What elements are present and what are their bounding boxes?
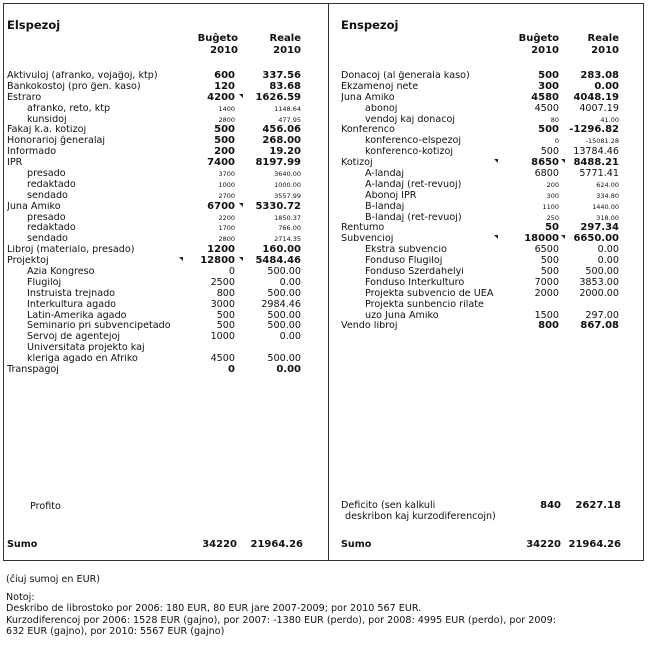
row-label: Flugiloj: [27, 277, 62, 288]
row-real: -15081.28: [585, 137, 619, 146]
row-budget: 2500: [210, 276, 235, 288]
row-budget: 1700: [218, 224, 235, 233]
expenses-title: Elspezoj: [7, 18, 61, 32]
row-budget: 500: [540, 255, 559, 267]
left-row-10: [5, 180, 327, 191]
row-budget: 80: [550, 115, 559, 124]
row-budget: 120: [214, 80, 235, 92]
row-label: redaktado: [27, 179, 76, 190]
row-real: 283.08: [580, 70, 619, 81]
deficit-row: [341, 500, 641, 524]
row-budget: 200: [214, 146, 235, 158]
row-real: 2000.00: [579, 287, 619, 299]
row-real: 0.00: [597, 244, 619, 256]
row-real: 500.00: [267, 320, 301, 332]
row-real: 1148.64: [274, 104, 301, 113]
row-budget: 500: [214, 135, 235, 147]
comment-marker: [561, 159, 565, 163]
row-real: 0.00: [597, 255, 619, 267]
row-real: 0.00: [276, 364, 301, 376]
row-label: Instruista trejnado: [27, 288, 116, 299]
row-real: 41.00: [600, 115, 619, 124]
row-label: Vendo libroj: [341, 321, 398, 332]
row-budget: 600: [214, 70, 235, 81]
right-row-10: [339, 180, 641, 191]
expenses-sum-label: Sumo: [7, 539, 38, 550]
row-budget: 4500: [210, 353, 235, 365]
row-real: 2984.46: [261, 298, 301, 310]
right-row-23: [339, 321, 641, 332]
row-budget: 1100: [542, 202, 559, 211]
expenses-sum-real: 21964.26: [250, 539, 303, 550]
row-label: Abonoj IPR: [365, 190, 417, 201]
row-label: Azia Kongreso: [27, 267, 95, 278]
row-real: 3853.00: [579, 276, 619, 288]
income-real-header: Reale 2010: [587, 33, 619, 56]
row-real: 318.00: [596, 213, 619, 222]
row-budget: 18000: [524, 233, 559, 245]
row-real: 1440.00: [592, 202, 619, 211]
row-real: 8488.21: [573, 157, 619, 169]
row-label: Universitata projekto kaj: [27, 343, 145, 354]
row-real: 1850.37: [274, 213, 301, 222]
note-line-2: Kurzodiferencoj por 2006: 1528 EUR (gajno), por 2007: -1380 EUR (perdo), por 2008: 4995 EUR (perdo), por 2009:: [6, 614, 556, 626]
comment-marker: [239, 94, 243, 98]
row-budget: 1500: [534, 309, 559, 321]
row-label: Transpagoj: [7, 365, 59, 376]
row-label: Latin-Amerika agado: [27, 310, 127, 321]
expenses-sum-row: [7, 539, 303, 550]
row-real: 268.00: [262, 135, 301, 147]
row-label: Estraro: [7, 92, 42, 103]
row-label: Bankokostoj (pro ĝen. kaso): [7, 81, 141, 92]
row-real: 477.95: [278, 115, 301, 124]
row-budget: 12800: [200, 255, 235, 267]
row-label: IPR: [7, 158, 23, 169]
row-label: Rentumo: [341, 223, 385, 234]
left-row-8: [5, 158, 327, 169]
right-row-9: [339, 169, 641, 180]
row-real: 500.00: [267, 309, 301, 321]
row-budget: 4580: [531, 91, 559, 103]
row-label: presado: [27, 169, 66, 180]
column-divider: [328, 3, 329, 561]
row-budget: 0: [554, 137, 559, 146]
row-budget: 500: [538, 70, 559, 81]
row-label: presado: [27, 212, 66, 223]
expenses-column: [5, 3, 327, 561]
row-budget: 300: [538, 80, 559, 92]
row-budget: 3000: [210, 298, 235, 310]
row-label: Subvencioj: [341, 234, 394, 245]
row-budget: 800: [216, 287, 235, 299]
right-row-21: [339, 300, 641, 311]
row-real: 334.80: [596, 191, 619, 200]
row-real: 1626.59: [255, 91, 301, 103]
row-budget: 6500: [534, 244, 559, 256]
row-real: 500.00: [267, 266, 301, 278]
row-label: Ekzamenoj nete: [341, 81, 419, 92]
row-label: sendado: [27, 234, 68, 245]
row-label: Aktivuloj (afranko, vojaĝoj, ktp): [7, 71, 158, 81]
comment-marker: [561, 235, 565, 239]
row-budget: 3700: [218, 170, 235, 179]
row-label: Fonduso Flugiloj: [365, 256, 443, 267]
right-row-16: [339, 245, 641, 256]
row-label: Donacoj (al ĝenerala kaso): [341, 71, 470, 81]
notes-heading: Notoj:: [6, 591, 35, 603]
row-label: A-landaj (ret-revuoj): [365, 179, 462, 190]
row-real: 5330.72: [255, 200, 301, 212]
row-budget: 1000: [210, 331, 235, 343]
row-budget: 500: [538, 124, 559, 136]
row-label: Fonduso Szerdahelyi: [365, 267, 464, 278]
right-row-20: [339, 289, 641, 300]
expenses-real-header: Reale 2010: [269, 33, 301, 56]
left-row-14: [5, 223, 327, 234]
row-label: Ekstra subvencio: [365, 245, 447, 256]
row-budget: 2700: [218, 191, 235, 200]
row-budget: 300: [546, 191, 559, 200]
row-label: Informado: [7, 147, 57, 158]
row-label: Honorarioj ĝeneralaj: [7, 136, 106, 147]
left-row-21: [5, 300, 327, 311]
row-budget: 7400: [207, 157, 235, 169]
row-budget: 2200: [218, 213, 235, 222]
row-budget: 200: [546, 180, 559, 189]
row-budget: 500: [540, 146, 559, 158]
left-row-2: [5, 93, 327, 104]
row-budget: 4200: [207, 91, 235, 103]
row-label: Kotizoj: [341, 158, 373, 169]
left-row-27: [5, 365, 327, 376]
row-budget: 4500: [534, 102, 559, 114]
profit-row: [30, 501, 320, 512]
row-real: 500.00: [267, 287, 301, 299]
row-label: sendado: [27, 190, 68, 201]
right-row-12: [339, 202, 641, 213]
row-budget: 50: [545, 222, 559, 234]
row-budget: 1000: [218, 180, 235, 189]
row-real: 160.00: [262, 244, 301, 256]
row-label: Projektoj: [7, 256, 49, 267]
row-real: 5771.41: [579, 168, 619, 180]
row-real: 19.20: [269, 146, 301, 158]
row-label: konferenco-elspezoj: [365, 136, 462, 147]
comment-marker: [494, 159, 498, 163]
row-budget: 0: [228, 266, 235, 278]
row-real: 500.00: [267, 353, 301, 365]
row-real: 1000.00: [274, 180, 301, 189]
row-label: konferenco-kotizoj: [365, 147, 454, 158]
row-budget: 6800: [534, 168, 559, 180]
right-row-11: [339, 191, 641, 202]
row-real: 766.00: [278, 224, 301, 233]
deficit-real: 2627.18: [575, 500, 621, 511]
row-label: afranko, reto, ktp: [27, 103, 111, 114]
row-real: 3640.00: [274, 170, 301, 179]
row-label: vendoj kaj donacoj: [365, 114, 456, 125]
row-real: 297.34: [580, 222, 619, 234]
row-label: Fonduso Interkulturo: [365, 277, 465, 288]
row-budget: 6700: [207, 200, 235, 212]
expenses-sum-budget: 34220: [202, 539, 237, 550]
row-real: 4007.19: [579, 102, 619, 114]
row-real: 624.00: [596, 180, 619, 189]
row-real: 2714.35: [274, 235, 301, 244]
row-budget: 2800: [218, 235, 235, 244]
row-label: Interkultura agado: [27, 299, 117, 310]
left-row-18: [5, 267, 327, 278]
left-row-23: [5, 321, 327, 332]
row-label: Juna Amiko: [341, 92, 395, 103]
row-real: 0.00: [279, 331, 301, 343]
row-budget: 8650: [531, 157, 559, 169]
row-label: Konferenco: [341, 125, 395, 136]
profit-label: Profito: [30, 501, 61, 512]
income-sum-row: [341, 539, 641, 550]
deficit-label-line2: deskribon kaj kurzodiferencojn): [345, 511, 496, 522]
row-real: 5484.46: [255, 255, 301, 267]
income-rows: [339, 71, 641, 332]
row-budget: 2800: [218, 115, 235, 124]
comment-marker: [179, 257, 183, 261]
right-row-3: [339, 104, 641, 115]
row-real: 8197.99: [255, 157, 301, 169]
row-budget: 7000: [534, 276, 559, 288]
row-label: uzo Juna Amiko: [365, 310, 439, 321]
left-row-3: [5, 104, 327, 115]
row-label: A-landaj: [365, 169, 405, 180]
row-real: 500.00: [585, 266, 619, 278]
row-label: redaktado: [27, 223, 76, 234]
row-label: Libroj (materialo, presado): [7, 245, 135, 256]
row-budget: 800: [538, 320, 559, 332]
right-row-15: [339, 234, 641, 245]
row-real: 6650.00: [573, 233, 619, 245]
row-budget: 500: [214, 124, 235, 136]
row-budget: 500: [540, 266, 559, 278]
row-budget: 500: [216, 320, 235, 332]
income-sum-real: 21964.26: [568, 539, 621, 550]
row-real: 0.00: [279, 276, 301, 288]
row-label: kleriga agado en Afriko: [27, 354, 138, 365]
row-label: abonoj: [365, 103, 398, 114]
row-label: Seminario pri subvencipetado: [27, 321, 171, 332]
row-real: 297.00: [585, 309, 619, 321]
note-line-1: Deskribo de librostoko por 2006: 180 EUR, 80 EUR jare 2007-2009; por 2010 567 EUR.: [6, 603, 422, 615]
row-real: 0.00: [594, 80, 619, 92]
right-row-5: [339, 125, 641, 136]
comment-marker: [239, 257, 243, 261]
row-real: 337.56: [262, 70, 301, 81]
deficit-label-line1: Deficito (sen kalkuli: [341, 500, 436, 511]
deficit-budget: 840: [540, 500, 561, 511]
row-budget: 2000: [534, 287, 559, 299]
row-budget: 500: [216, 309, 235, 321]
note-line-3: 632 EUR (gajno), por 2010: 5567 EUR (gajno): [6, 626, 225, 638]
row-real: 456.06: [262, 124, 301, 136]
income-budget-header: Buĝeto 2010: [518, 33, 559, 56]
row-budget: 1400: [218, 104, 235, 113]
row-label: kunsidoj: [27, 114, 67, 125]
row-real: 13784.46: [573, 146, 619, 158]
row-label: Projekta subvencio de UEA: [365, 288, 494, 299]
income-sum-budget: 34220: [526, 539, 561, 550]
row-budget: 1200: [207, 244, 235, 256]
income-column: [339, 3, 641, 561]
left-row-13: [5, 213, 327, 224]
row-real: 867.08: [580, 320, 619, 332]
row-budget: 250: [546, 213, 559, 222]
row-label: Juna Amiko: [7, 201, 61, 212]
income-sum-label: Sumo: [341, 539, 372, 550]
notes-section: [6, 574, 642, 638]
row-label: B-landaj: [365, 201, 405, 212]
row-label: Servoj de agentejoj: [27, 332, 121, 343]
row-budget: 0: [228, 364, 235, 376]
row-real: 4048.19: [573, 91, 619, 103]
row-real: 83.68: [269, 80, 301, 92]
left-row-12: [5, 202, 327, 213]
income-title: Enspezoj: [341, 18, 399, 32]
left-row-24: [5, 332, 327, 343]
row-real: -1296.82: [569, 124, 619, 136]
currency-note: (ĉiuj sumoj en EUR): [6, 574, 101, 585]
row-label: B-landaj (ret-revuoj): [365, 212, 462, 223]
row-label: Projekta sunbencio rilate: [365, 299, 484, 310]
row-real: 3557.99: [274, 191, 301, 200]
expenses-rows: [5, 71, 327, 376]
comment-marker: [494, 235, 498, 239]
expenses-budget-header: Buĝeto 2010: [197, 33, 238, 56]
left-row-9: [5, 169, 327, 180]
row-label: Fakaj k.a. kotizoj: [7, 125, 87, 136]
comment-marker: [239, 203, 243, 207]
